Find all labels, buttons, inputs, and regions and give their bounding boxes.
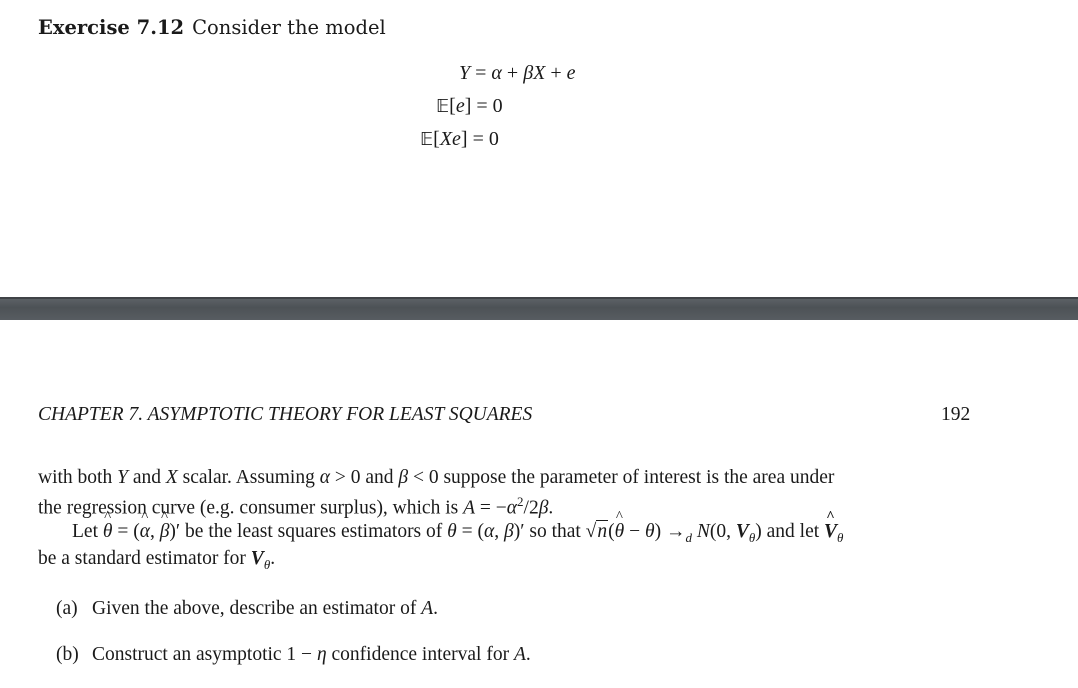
exercise-intro: Consider the model: [192, 16, 386, 39]
body-line-4: be a standard estimator for $V_\theta$.: [38, 548, 276, 572]
list-item: [56, 598, 438, 620]
exercise-heading: [38, 16, 386, 39]
expectation-symbol: 𝔼: [436, 96, 450, 117]
exercise-label: Exercise 7.12: [38, 16, 185, 39]
page-number: 192: [941, 404, 971, 425]
item-letter: (a): [56, 598, 78, 619]
body-line-3: Let ^ θ = (^ α, ^ β)′ be the least squares estimators of θ = (α, β)′ so that √n(^ $\theta - \theta) \to_d$ N(0, $V_\theta$) and let ^ $V_\theta$: [72, 521, 843, 546]
list-item: [56, 644, 531, 666]
expectation-symbol-2: 𝔼: [420, 129, 434, 150]
body-line-2: the regression curve (e.g. consumer surplus), which is $A = -\alpha^2/2\beta$.: [38, 494, 554, 519]
item-text: Given the above, describe an estimator of A.: [92, 598, 439, 619]
running-header: CHAPTER 7. ASYMPTOTIC THEORY FOR LEAST SQUARES: [38, 404, 533, 425]
page-break-edge: [0, 297, 1078, 299]
item-letter: (b): [56, 644, 79, 665]
page-break-band: [0, 297, 1078, 320]
equation-mean-error: 𝔼[e] = 0: [436, 95, 503, 117]
equation-orthogonality: 𝔼[Xe] = 0: [420, 128, 499, 150]
equation-model: Y = α + βX + e: [459, 62, 576, 84]
body-line-1: with both Y and X scalar. Assuming α > 0 and β < 0 suppose the parameter of interest is the area under: [38, 467, 835, 488]
item-text: Construct an asymptotic 1 − η confidence interval for A.: [92, 644, 531, 665]
